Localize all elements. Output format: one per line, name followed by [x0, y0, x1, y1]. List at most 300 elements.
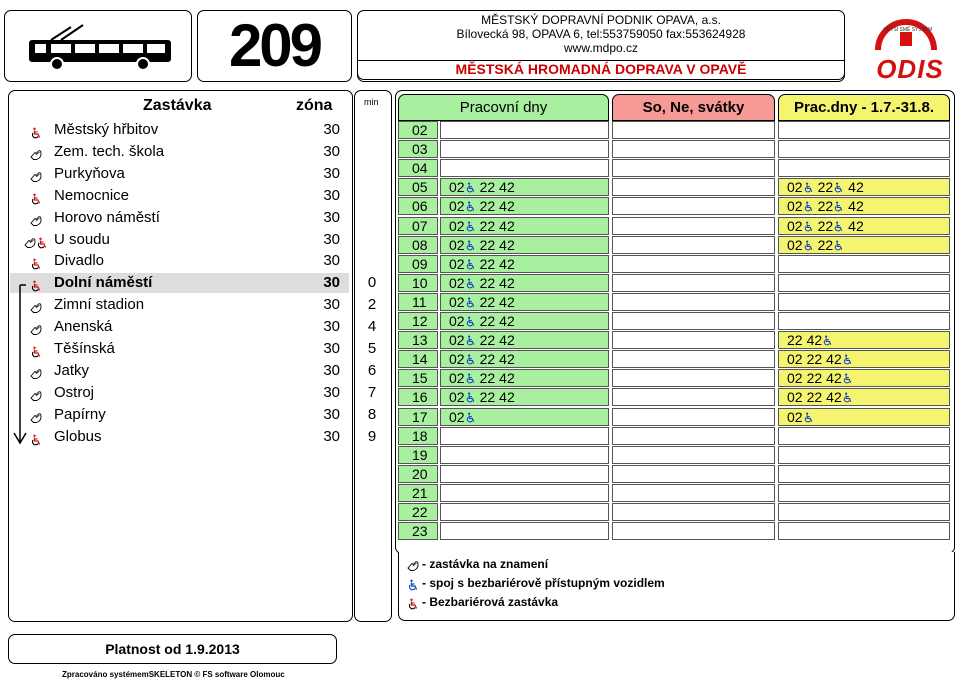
departure[interactable] [807, 351, 823, 367]
legend-text: - Bezbariérová zastávka [422, 595, 559, 609]
work-day-cell [440, 197, 609, 215]
hour-label: 08 [412, 236, 428, 253]
wheelchair-vehicle-icon [465, 198, 476, 214]
stop-name[interactable]: Papírny [54, 405, 106, 423]
odis-logo-small-text: VĚTŠÍ SMĚ SYSTÉM [883, 27, 933, 33]
departure[interactable] [480, 332, 496, 348]
company-address: Bílovecká 98, OPAVA 6, tel:553759050 fax:553624928 [456, 27, 746, 41]
work-day-cell [440, 503, 609, 521]
summer-cell [778, 121, 950, 139]
summer-cell [778, 312, 950, 330]
stop-zone: 30 [323, 361, 340, 379]
summer-cell [778, 446, 950, 464]
request-stop-icon [30, 147, 42, 165]
wheelchair-vehicle-icon [465, 370, 476, 386]
departure[interactable] [480, 389, 496, 405]
hour-cell [398, 274, 438, 292]
stop-name[interactable]: Purkyňova [54, 164, 125, 182]
departure[interactable] [449, 409, 476, 425]
departure-minute: 42 [499, 236, 515, 253]
hour-label: 19 [412, 446, 428, 463]
departure-minute: 22 [806, 389, 823, 406]
weekend-cell [612, 293, 775, 311]
stops-header-stop: Zastávka [143, 97, 212, 114]
request-stop-icon [407, 558, 419, 576]
request-stop-icon [30, 388, 42, 406]
departure-minute: 22 [479, 370, 496, 387]
departure-minute: 22 [817, 217, 834, 234]
departure[interactable] [499, 389, 515, 405]
departure-minute: 42 [499, 370, 515, 387]
departure-minute: 22 [817, 179, 834, 196]
hour-label: 20 [412, 465, 428, 482]
work-day-cell [440, 427, 609, 445]
departure-minute: 22 [817, 198, 834, 215]
departure-minute: 42 [499, 198, 515, 215]
stops-header-zone: zóna [296, 97, 333, 114]
hour-label: 02 [412, 122, 428, 138]
odis-logo-text: ODIS [876, 54, 944, 84]
departure[interactable] [449, 179, 476, 195]
stop-name[interactable]: Anenská [54, 318, 113, 336]
header-work [398, 94, 609, 121]
departure[interactable] [480, 179, 496, 195]
departure[interactable] [848, 218, 864, 234]
header-weekend [612, 94, 775, 121]
weekend-cell [612, 503, 775, 521]
departure-minute: 02 [449, 274, 465, 291]
summer-cell [778, 197, 950, 215]
work-day-cell [440, 350, 609, 368]
departure[interactable] [449, 313, 476, 329]
stop-name[interactable]: Horovo náměstí [54, 208, 160, 226]
work-day-cell [440, 312, 609, 330]
stops-header-min: min [364, 97, 379, 107]
hour-cell [398, 121, 438, 139]
stop-minutes: 6 [367, 361, 377, 379]
work-day-cell [440, 121, 609, 139]
hour-label: 10 [412, 274, 428, 291]
departure[interactable] [499, 198, 515, 214]
departure[interactable] [807, 332, 834, 348]
line-number: 209 [228, 12, 321, 79]
stop-zone: 30 [323, 164, 340, 182]
hour-cell [398, 217, 438, 235]
work-day-cell [440, 159, 609, 177]
stop-name[interactable]: Jatky [54, 361, 90, 379]
departure[interactable] [818, 237, 845, 253]
hour-label: 04 [412, 160, 428, 177]
hour-cell [398, 178, 438, 196]
departure-minute: 02 [787, 370, 803, 387]
departure-minute: 42 [499, 293, 515, 310]
departure[interactable] [499, 179, 515, 195]
departure-minute: 02 [449, 332, 465, 349]
departure-minute: 02 [787, 179, 803, 196]
departure[interactable] [449, 370, 476, 386]
stop-name[interactable]: Městský hřbitov [54, 121, 159, 138]
departure-minute: 42 [499, 332, 515, 349]
work-day-cell [440, 178, 609, 196]
departure-minute: 22 [479, 198, 496, 215]
request-stop-icon [30, 169, 42, 187]
departure-minute: 02 [449, 236, 465, 253]
hour-label: 18 [412, 427, 428, 444]
departure[interactable] [449, 256, 476, 272]
departure[interactable] [499, 218, 515, 234]
validity-box [8, 634, 337, 664]
departure-minute: 02 [449, 370, 465, 387]
summer-cell [778, 255, 950, 273]
departure-minute: 22 [787, 332, 803, 349]
hour-label: 05 [412, 179, 428, 196]
weekend-cell [612, 369, 775, 387]
work-day-cell [440, 140, 609, 158]
company-name: MĚSTSKÝ DOPRAVNÍ PODNIK OPAVA, a.s. [481, 13, 721, 27]
work-day-cell [440, 408, 609, 426]
departure-minute: 42 [848, 179, 864, 196]
hour-cell [398, 446, 438, 464]
summer-cell [778, 274, 950, 292]
departure[interactable] [818, 218, 845, 234]
hour-label: 11 [412, 293, 427, 310]
request-stop-icon [30, 410, 42, 428]
request-stop-icon [30, 366, 42, 384]
departure[interactable] [499, 237, 515, 253]
departure-minute: 02 [449, 293, 465, 310]
departure-minute: 42 [499, 217, 515, 234]
departure-minute: 42 [806, 332, 823, 349]
wheelchair-vehicle-icon [465, 275, 476, 291]
request-stop-and-wheelchair-icon [24, 235, 48, 253]
wheelchair-stop-icon [30, 432, 42, 450]
departure[interactable] [449, 389, 476, 405]
departure-minute: 22 [479, 274, 496, 291]
wheelchair-vehicle-icon [833, 179, 844, 195]
departure[interactable] [787, 179, 814, 195]
weekend-cell [612, 484, 775, 502]
wheelchair-vehicle-icon [822, 332, 833, 348]
departure[interactable] [499, 370, 515, 386]
weekend-cell [612, 197, 775, 215]
wheelchair-vehicle-icon [833, 218, 844, 234]
work-day-cell [440, 369, 609, 387]
departure[interactable] [787, 237, 814, 253]
departure[interactable] [787, 218, 814, 234]
hour-label: 17 [412, 408, 428, 425]
hour-label: 16 [412, 389, 428, 406]
stop-zone: 30 [323, 186, 340, 204]
summer-cell [778, 465, 950, 483]
work-day-cell [440, 274, 609, 292]
wheelchair-vehicle-icon [842, 389, 853, 405]
wheelchair-vehicle-icon [407, 577, 419, 595]
departure[interactable] [499, 313, 515, 329]
wheelchair-vehicle-icon [465, 179, 476, 195]
departure[interactable] [787, 370, 803, 386]
header-weekend-label: So, Ne, svátky [642, 99, 745, 116]
stop-minutes: 5 [367, 340, 377, 357]
departure-minute: 22 [817, 236, 834, 253]
stop-minutes: 7 [367, 383, 377, 401]
stop-zone: 30 [323, 142, 340, 160]
header-summer [778, 94, 950, 121]
weekend-cell [612, 465, 775, 483]
header-work-label: Pracovní dny [459, 99, 548, 116]
hour-cell [398, 503, 438, 521]
departure[interactable] [449, 294, 476, 310]
hour-label: 13 [412, 332, 428, 349]
departure[interactable] [480, 275, 496, 291]
departure[interactable] [480, 237, 496, 253]
departure[interactable] [787, 409, 814, 425]
stop-name[interactable]: Divadlo [54, 252, 105, 270]
departure[interactable] [499, 256, 515, 272]
work-day-cell [440, 446, 609, 464]
vehicle-box [4, 10, 192, 82]
wheelchair-stop-icon [407, 596, 419, 614]
departure[interactable] [818, 198, 845, 214]
summer-cell [778, 217, 950, 235]
wheelchair-vehicle-icon [803, 198, 814, 214]
departure-minute: 02 [449, 389, 465, 406]
wheelchair-vehicle-icon [842, 370, 853, 386]
hour-cell [398, 255, 438, 273]
stop-zone: 30 [323, 274, 340, 292]
page-title: MĚSTSKÁ HROMADNÁ DOPRAVA V OPAVĚ [455, 61, 747, 77]
weekend-cell [612, 350, 775, 368]
departure-minute: 02 [449, 313, 465, 329]
work-day-cell [440, 331, 609, 349]
wheelchair-vehicle-icon [833, 237, 844, 253]
departure[interactable] [480, 313, 496, 329]
hour-cell [398, 159, 438, 177]
departure[interactable] [787, 198, 814, 214]
wheelchair-vehicle-icon [833, 198, 844, 214]
hour-label: 12 [412, 313, 428, 329]
hour-label: 23 [412, 523, 428, 540]
wheelchair-vehicle-icon [465, 218, 476, 234]
departure-minute: 02 [449, 179, 465, 196]
work-day-cell [440, 465, 609, 483]
work-day-cell [440, 217, 609, 235]
departure-minute: 02 [449, 217, 465, 234]
departure-minute: 22 [479, 217, 496, 234]
weekend-cell [612, 255, 775, 273]
stop-name[interactable]: Ostroj [54, 383, 95, 401]
wheelchair-stop-icon [30, 256, 42, 274]
trolleybus-icon [25, 24, 175, 72]
wheelchair-vehicle-icon [803, 237, 814, 253]
departure-minute: 02 [787, 217, 803, 234]
departure-minute: 22 [479, 255, 496, 272]
departure[interactable] [499, 332, 515, 348]
weekend-cell [612, 312, 775, 330]
departure[interactable] [449, 351, 476, 367]
departure[interactable] [787, 332, 803, 348]
departure-minute: 02 [449, 408, 465, 425]
departure[interactable] [826, 351, 853, 367]
summer-cell [778, 140, 950, 158]
departure-minute: 42 [499, 351, 515, 368]
stop-zone: 30 [323, 252, 340, 270]
departure[interactable] [480, 294, 496, 310]
summer-cell [778, 178, 950, 196]
departure[interactable] [818, 179, 845, 195]
departure[interactable] [499, 351, 515, 367]
departure[interactable] [449, 332, 476, 348]
stop-name[interactable]: Globus [54, 427, 102, 445]
departure[interactable] [807, 370, 823, 386]
departure-minute: 22 [806, 351, 823, 368]
departure[interactable] [787, 351, 803, 367]
hour-cell [398, 465, 438, 483]
wheelchair-vehicle-icon [842, 351, 853, 367]
departure[interactable] [449, 198, 476, 214]
stop-name[interactable]: Těšínská [54, 340, 115, 357]
stop-zone: 30 [323, 230, 340, 248]
footer-credit: Zpracováno systémemSKELETON © FS software Olomouc [62, 670, 285, 679]
weekend-cell [612, 446, 775, 464]
summer-cell [778, 388, 950, 406]
work-day-cell [440, 255, 609, 273]
summer-cell [778, 369, 950, 387]
wheelchair-vehicle-icon [465, 313, 476, 329]
stop-zone: 30 [323, 405, 340, 423]
stop-zone: 30 [323, 427, 340, 445]
request-stop-icon [30, 322, 42, 340]
departure[interactable] [449, 237, 476, 253]
wheelchair-vehicle-icon [465, 256, 476, 272]
departure[interactable] [449, 275, 476, 291]
wheelchair-stop-icon [30, 344, 42, 362]
wheelchair-stop-icon [30, 125, 42, 143]
departure[interactable] [480, 351, 496, 367]
hour-label: 09 [412, 255, 428, 272]
hour-label: 15 [412, 370, 428, 387]
departure[interactable] [480, 370, 496, 386]
departure-minute: 02 [449, 351, 465, 368]
departure[interactable] [826, 370, 853, 386]
stop-zone: 30 [323, 296, 340, 314]
wheelchair-vehicle-icon [465, 237, 476, 253]
wheelchair-stop-icon [30, 278, 42, 296]
departure-minute: 22 [479, 236, 496, 253]
company-url[interactable]: www.mdpo.cz [563, 41, 639, 55]
wheelchair-vehicle-icon [465, 332, 476, 348]
departure[interactable] [787, 389, 803, 405]
departure-minute: 42 [499, 274, 515, 291]
hour-cell [398, 408, 438, 426]
legend-text: - zastávka na znamení [422, 557, 549, 571]
hour-cell [398, 293, 438, 311]
departure[interactable] [807, 389, 823, 405]
departure-minute: 22 [479, 313, 496, 329]
departure[interactable] [848, 179, 864, 195]
wheelchair-vehicle-icon [465, 351, 476, 367]
departure-minute: 42 [826, 370, 842, 387]
stop-zone: 30 [323, 121, 340, 138]
departure-minute: 42 [499, 389, 515, 406]
departure-minute: 02 [787, 351, 803, 368]
departure[interactable] [480, 198, 496, 214]
summer-cell [778, 350, 950, 368]
departure-minute: 02 [787, 389, 803, 406]
wheelchair-vehicle-icon [465, 389, 476, 405]
departure-minute: 42 [826, 389, 842, 406]
hour-label: 06 [412, 198, 428, 215]
departure[interactable] [826, 389, 853, 405]
hour-label: 03 [412, 141, 428, 158]
stop-name[interactable]: Zimní stadion [54, 296, 145, 314]
summer-cell [778, 331, 950, 349]
hour-cell [398, 369, 438, 387]
weekend-cell [612, 427, 775, 445]
departure-minute: 02 [787, 236, 803, 253]
stop-name[interactable]: Zem. tech. škola [54, 142, 165, 160]
weekend-cell [612, 522, 775, 540]
stop-name[interactable]: Nemocnice [54, 186, 130, 204]
departure[interactable] [480, 218, 496, 234]
hour-cell [398, 484, 438, 502]
hour-cell [398, 522, 438, 540]
summer-cell [778, 484, 950, 502]
departure-minute: 02 [787, 408, 803, 425]
weekend-cell [612, 178, 775, 196]
line-number-box [197, 10, 352, 82]
weekend-cell [612, 140, 775, 158]
departure-minute: 22 [479, 389, 496, 406]
stop-name[interactable]: U soudu [54, 230, 110, 248]
departure-minute: 02 [449, 198, 465, 215]
request-stop-icon [30, 300, 42, 318]
hour-label: 21 [412, 484, 428, 501]
departure[interactable] [499, 275, 515, 291]
stop-name[interactable]: Dolní náměstí [54, 274, 153, 292]
departure-minute: 22 [479, 332, 496, 349]
hour-cell [398, 197, 438, 215]
stop-zone: 30 [323, 318, 340, 336]
departure[interactable] [449, 218, 476, 234]
stop-minutes: 4 [367, 318, 377, 336]
departure-minute: 42 [499, 313, 515, 329]
summer-cell [778, 159, 950, 177]
departure[interactable] [499, 294, 515, 310]
departure-minute: 42 [826, 351, 842, 368]
work-day-cell [440, 522, 609, 540]
direction-arrow-icon [13, 283, 27, 445]
departure[interactable] [848, 198, 864, 214]
stop-zone: 30 [323, 340, 340, 357]
wheelchair-vehicle-icon [465, 294, 476, 310]
wheelchair-vehicle-icon [803, 179, 814, 195]
stop-minutes: 0 [367, 274, 377, 292]
summer-cell [778, 427, 950, 445]
departure[interactable] [480, 256, 496, 272]
stop-zone: 30 [323, 383, 340, 401]
weekend-cell [612, 121, 775, 139]
stop-minutes: 8 [367, 405, 377, 423]
odis-logo [860, 6, 956, 86]
weekend-cell [612, 236, 775, 254]
departure-minute: 22 [479, 351, 496, 368]
weekend-cell [612, 217, 775, 235]
summer-cell [778, 236, 950, 254]
departure-minute: 02 [787, 198, 803, 215]
wheelchair-vehicle-icon [465, 409, 476, 425]
weekend-cell [612, 331, 775, 349]
wheelchair-vehicle-icon [803, 409, 814, 425]
